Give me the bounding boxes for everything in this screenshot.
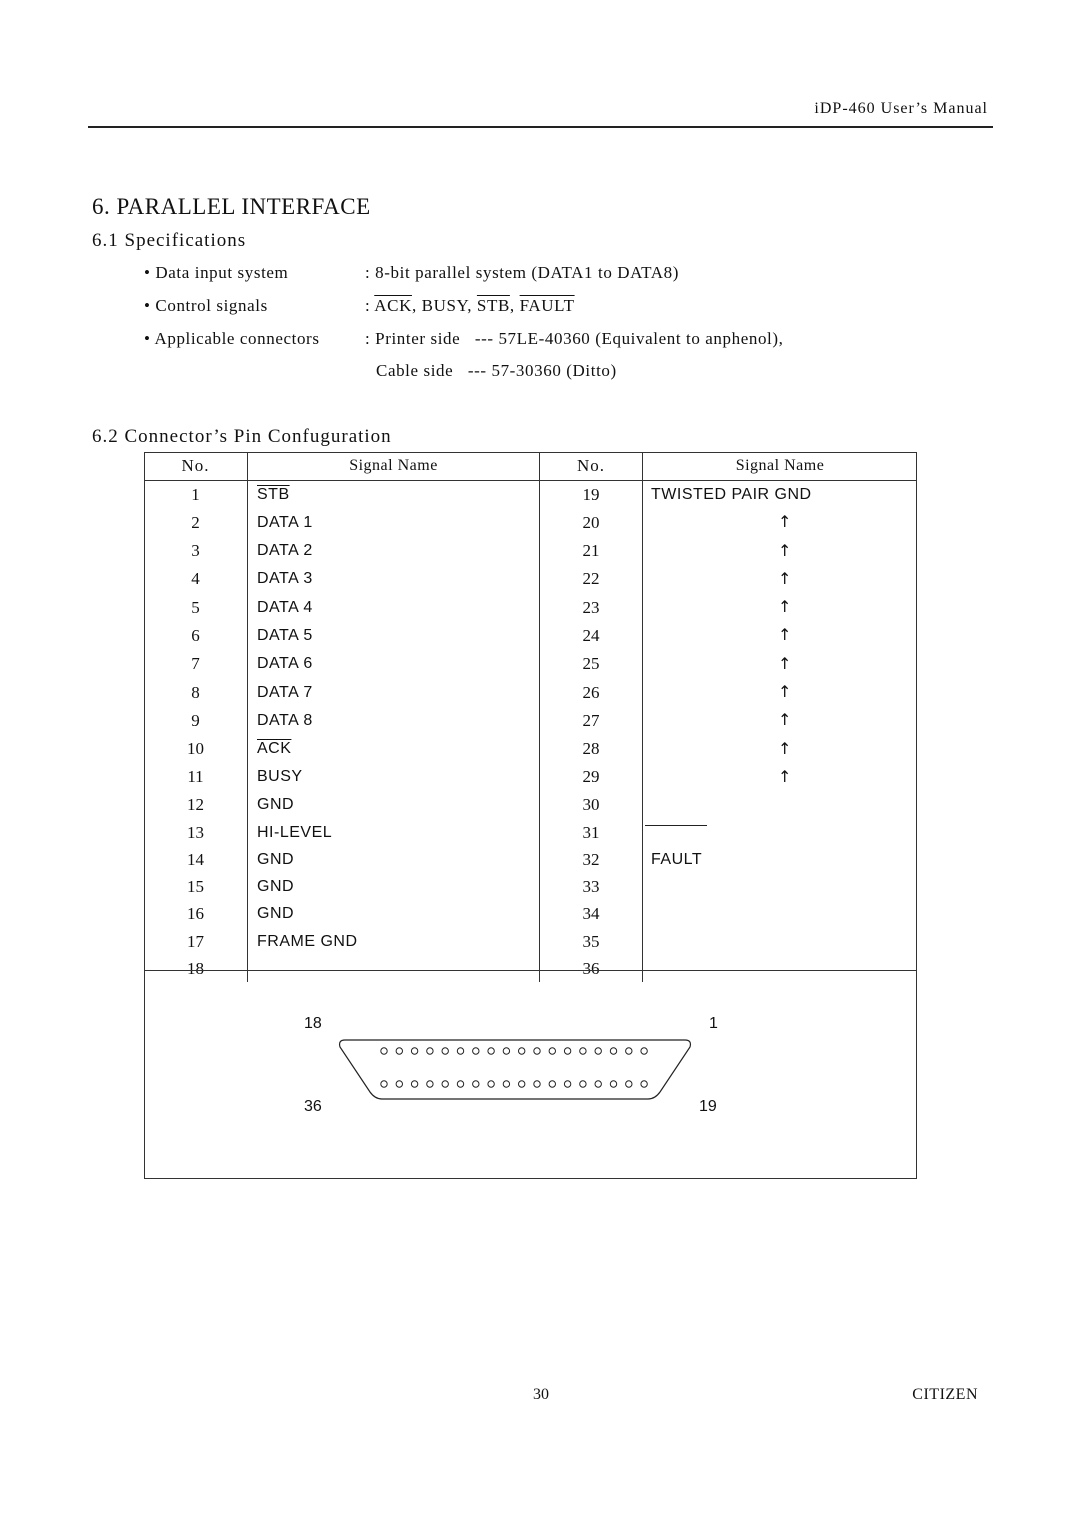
table-row [144, 593, 917, 621]
connector-pin [549, 1081, 555, 1087]
table-row [144, 621, 917, 649]
table-row [144, 678, 917, 706]
pin-signal-cell [643, 928, 918, 955]
pin-number: 13 [187, 822, 204, 842]
connector-pin [427, 1081, 433, 1087]
table-row [144, 481, 917, 509]
pin-signal-cell [248, 928, 540, 955]
pin-number: 36 [582, 959, 600, 979]
page-number: 30 [533, 1386, 549, 1403]
connector-diagram [290, 1010, 730, 1120]
connector-pin [396, 1048, 402, 1054]
fault-overline [645, 825, 707, 826]
table-row [144, 900, 917, 927]
pin-signal: ↑ [778, 738, 792, 758]
pin-signal-cell [248, 791, 540, 818]
pin-number-cell [144, 846, 248, 873]
spec-label-data-input: • Data input system [144, 263, 289, 282]
pin-signal-cell [643, 735, 918, 763]
pin-number: 6 [191, 625, 200, 645]
header-no-right: No. [540, 452, 643, 481]
pin-number-cell [540, 763, 643, 791]
pin-signal: DATA 1 [257, 513, 313, 531]
pin-signal: TWISTED PAIR GND [651, 486, 812, 503]
pin-number: 22 [582, 569, 600, 589]
pin-signal: BUSY [257, 768, 303, 786]
pin-signal: GND [257, 905, 295, 923]
pin-signal-cell [643, 593, 918, 621]
header-no-left: No. [144, 452, 248, 481]
spec-label-control-signals: • Control signals [144, 296, 268, 315]
pin-signal-cell [248, 565, 540, 593]
pin-number: 29 [582, 767, 600, 787]
pin-signal-cell [248, 481, 540, 509]
connector-outline [340, 1040, 691, 1099]
pin-number-cell [540, 955, 643, 982]
connector-pin [381, 1048, 387, 1054]
connector-pin [411, 1048, 417, 1054]
pin-number-cell [144, 763, 248, 791]
pin-number-cell [144, 650, 248, 678]
pin-signal-cell [248, 593, 540, 621]
table-row [144, 873, 917, 900]
pin-number: 7 [191, 654, 200, 674]
table-header-row [144, 452, 917, 481]
connector-pin [610, 1048, 616, 1054]
table-row [144, 928, 917, 955]
connector-pin [595, 1048, 601, 1054]
spec-value-control-signals: : $\overline{ACK}$, BUSY, $\overline{STB}$, FAULT [365, 296, 575, 315]
pin-number: 24 [582, 625, 600, 645]
pin-signal: DATA 8 [257, 711, 313, 729]
connector-label-19: 19 [699, 1098, 717, 1115]
connector-pin [519, 1081, 525, 1087]
pin-signal-cell [643, 621, 918, 649]
pin-number: 23 [582, 597, 600, 617]
pin-signal-cell [248, 846, 540, 873]
connector-pin [641, 1048, 647, 1054]
pin-table [144, 452, 917, 982]
pin-number-cell [540, 508, 643, 536]
pin-signal: GND [257, 796, 295, 814]
pin-number-cell [540, 678, 643, 706]
table-divider [144, 970, 917, 971]
pin-number-cell [540, 791, 643, 818]
pin-signal: DATA 7 [257, 683, 313, 701]
pin-number-cell [540, 900, 643, 927]
pin-signal-cell [643, 706, 918, 734]
pin-signal-cell [248, 678, 540, 706]
pin-signal: ↑ [778, 597, 792, 617]
pin-signal: $\overline{STB}$ [257, 486, 290, 503]
pin-number-cell [144, 678, 248, 706]
pin-signal: ↑ [778, 766, 792, 786]
signal-fault: FAULT [519, 296, 575, 315]
pin-number: 34 [582, 904, 600, 924]
pin-signal: ↑ [778, 625, 792, 645]
connector-pin [595, 1081, 601, 1087]
pin-signal: DATA 3 [257, 570, 313, 588]
pin-number: 9 [191, 710, 200, 730]
pin-number: 19 [582, 485, 600, 504]
pin-signal-cell [643, 819, 918, 846]
pin-signal-cell [643, 537, 918, 565]
pin-row-bottom [381, 1081, 648, 1087]
spec-value-cable-side: Cable side --- 57-30360 (Ditto) [376, 361, 617, 380]
pin-signal-cell [643, 955, 918, 982]
pin-number-cell [144, 565, 248, 593]
connector-pin [610, 1081, 616, 1087]
pin-table-body [144, 481, 917, 983]
pin-number-cell [144, 955, 248, 982]
connector-pin [534, 1081, 540, 1087]
pin-signal-cell [643, 873, 918, 900]
pin-number: 31 [582, 822, 600, 842]
pin-number-cell [144, 537, 248, 565]
connector-pin [488, 1048, 494, 1054]
section-title: 6. PARALLEL INTERFACE [92, 194, 371, 219]
connector-pin [564, 1081, 570, 1087]
pin-signal-cell [248, 621, 540, 649]
pin-signal-cell [248, 819, 540, 846]
pin-signal-cell [643, 481, 918, 509]
connector-pin [626, 1048, 632, 1054]
connector-label-36: 36 [304, 1098, 322, 1115]
pin-number-cell [144, 593, 248, 621]
connector-pin [626, 1081, 632, 1087]
pin-number: 16 [187, 904, 204, 924]
connector-pin [442, 1048, 448, 1054]
table-row [144, 508, 917, 536]
spec-value-data-input: : 8-bit parallel system (DATA1 to DATA8) [365, 263, 680, 282]
pin-signal: FAULT [651, 850, 703, 868]
pin-config-heading: 6.2 Connector’s Pin Confuguration [92, 426, 392, 447]
pin-signal-cell [248, 955, 540, 982]
spec-heading: 6.1 Specifications [92, 230, 247, 251]
pin-number-cell [540, 819, 643, 846]
pin-signal: ↑ [778, 682, 792, 702]
table-row [144, 735, 917, 763]
pin-signal-cell [248, 763, 540, 791]
pin-number: 20 [582, 512, 600, 532]
pin-number: 25 [582, 654, 600, 674]
connector-pin [503, 1081, 509, 1087]
table-row [144, 955, 917, 982]
pin-number: 27 [582, 710, 600, 730]
table-row [144, 706, 917, 734]
pin-signal: $\overline{ACK}$ [257, 740, 292, 758]
pin-signal-cell [643, 678, 918, 706]
header-rule [88, 126, 993, 128]
connector-pin [503, 1048, 509, 1054]
connector-label-18: 18 [304, 1015, 322, 1032]
pin-number-cell [540, 621, 643, 649]
pin-signal-cell [643, 791, 918, 818]
signal-busy: BUSY [421, 296, 468, 315]
pin-number: 14 [187, 849, 204, 869]
connector-pin [457, 1081, 463, 1087]
pin-signal-cell [643, 846, 918, 873]
pin-number: 18 [187, 959, 204, 979]
table-row [144, 763, 917, 791]
pin-signal-cell [248, 650, 540, 678]
connector-pin [549, 1048, 555, 1054]
pin-number-cell [144, 873, 248, 900]
pin-signal-cell [248, 537, 540, 565]
pin-number-cell [540, 873, 643, 900]
table-row [144, 565, 917, 593]
connector-pin [457, 1048, 463, 1054]
pin-number-cell [144, 621, 248, 649]
signal-stb: $\overline{STB}$ [476, 296, 510, 315]
connector-pin [473, 1081, 479, 1087]
pin-signal-cell [643, 508, 918, 536]
pin-number-cell [540, 928, 643, 955]
spec-label-connectors: • Applicable connectors [144, 329, 320, 348]
spec-colon: : [365, 296, 371, 315]
pin-signal-cell [248, 508, 540, 536]
pin-signal-cell [643, 565, 918, 593]
connector-pin [488, 1081, 494, 1087]
pin-signal: ↑ [778, 512, 792, 532]
pin-signal: ↑ [778, 710, 792, 730]
connector-pin [641, 1081, 647, 1087]
pin-number-cell [144, 791, 248, 818]
connector-pin [519, 1048, 525, 1054]
pin-signal: DATA 4 [257, 598, 313, 616]
pin-number: 17 [187, 931, 204, 951]
pin-signal: ↑ [778, 540, 792, 560]
pin-number-cell [144, 508, 248, 536]
connector-pin [473, 1048, 479, 1054]
table-row [144, 819, 917, 846]
pin-number-cell [144, 819, 248, 846]
pin-number: 4 [191, 569, 200, 589]
pin-signal-cell [643, 650, 918, 678]
pin-signal: FRAME GND [257, 932, 358, 950]
pin-number-cell [144, 900, 248, 927]
spec-value-printer-side: : Printer side --- 57LE-40360 (Equivalent to anphenol), [365, 329, 784, 348]
connector-pin [534, 1048, 540, 1054]
header-signal-left: Signal Name [248, 452, 540, 481]
connector-pin [442, 1081, 448, 1087]
table-row [144, 537, 917, 565]
pin-signal: ↑ [778, 568, 792, 588]
pin-number-cell [540, 537, 643, 565]
pin-number-cell [144, 735, 248, 763]
pin-signal-cell [248, 873, 540, 900]
pin-number-cell [144, 481, 248, 509]
pin-number-cell [540, 846, 643, 873]
pin-signal: DATA 5 [257, 626, 313, 644]
pin-signal-cell [248, 706, 540, 734]
pin-signal-cell [248, 735, 540, 763]
table-row [144, 846, 917, 873]
pin-signal: DATA 6 [257, 655, 313, 673]
pin-number-cell [540, 650, 643, 678]
pin-number: 11 [187, 767, 204, 787]
pin-number: 8 [191, 682, 200, 702]
pin-number: 32 [582, 849, 600, 869]
pin-signal-cell [643, 763, 918, 791]
pin-row-top [381, 1048, 648, 1054]
connector-pin [564, 1048, 570, 1054]
connector-pin [580, 1081, 586, 1087]
table-row [144, 650, 917, 678]
pin-number-cell [540, 735, 643, 763]
pin-signal: ↑ [778, 653, 792, 673]
pin-number-cell [540, 706, 643, 734]
connector-pin [396, 1081, 402, 1087]
connector-pin [411, 1081, 417, 1087]
footer-brand: CITIZEN [912, 1386, 978, 1403]
pin-number-cell [540, 593, 643, 621]
pin-signal-cell [643, 900, 918, 927]
pin-number: 2 [191, 512, 200, 532]
pin-number: 1 [191, 485, 200, 504]
connector-pin [427, 1048, 433, 1054]
pin-number: 3 [191, 541, 200, 561]
pin-number: 30 [582, 795, 600, 815]
pin-signal: GND [257, 850, 295, 868]
pin-number: 35 [582, 931, 600, 951]
pin-number-cell [540, 565, 643, 593]
connector-pin [381, 1081, 387, 1087]
pin-signal: HI-LEVEL [257, 823, 333, 841]
pin-number-cell [144, 706, 248, 734]
header-manual-title: iDP-460 User’s Manual [814, 100, 988, 117]
connector-pin [580, 1048, 586, 1054]
pin-signal-cell [248, 900, 540, 927]
signal-ack: $\overline{ACK}$ [374, 296, 412, 315]
pin-number: 15 [187, 877, 204, 897]
pin-number: 28 [582, 739, 600, 759]
pin-number-cell [540, 481, 643, 509]
pin-signal: DATA 2 [257, 542, 313, 560]
pin-number: 21 [582, 541, 600, 561]
connector-label-1: 1 [709, 1015, 718, 1032]
pin-number: 12 [187, 795, 204, 815]
pin-number: 10 [187, 739, 204, 759]
pin-number: 33 [582, 877, 600, 897]
pin-number: 5 [191, 597, 200, 617]
pin-number-cell [144, 928, 248, 955]
pin-signal: GND [257, 878, 295, 896]
header-signal-right: Signal Name [643, 452, 918, 481]
table-row [144, 791, 917, 818]
pin-number: 26 [582, 682, 600, 702]
